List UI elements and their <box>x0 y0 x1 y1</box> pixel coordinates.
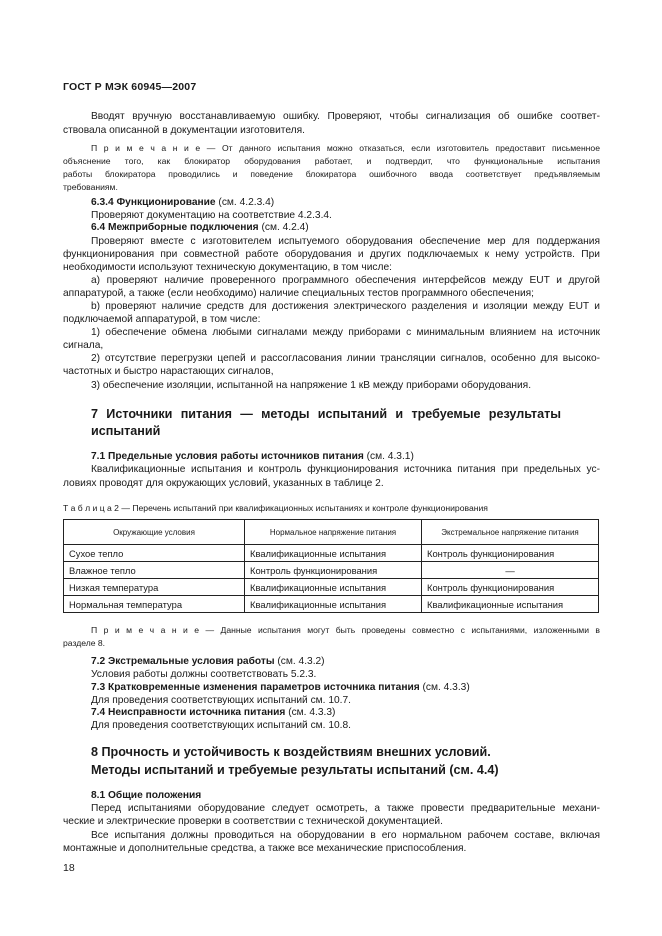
table-2 <box>63 519 599 613</box>
text-line: монтажные и дополнительные средства, а также все механические приспособления. <box>63 843 467 854</box>
clause-heading-7-1: 7.1 Предельные условия работы источников питания (см. 4.3.1) <box>91 451 414 462</box>
clause-heading-8-1: 8.1 Общие положения <box>91 790 202 801</box>
text-line: ствовала описанной в документации изготовителя. <box>63 125 305 136</box>
table-cell: Влажное тепло <box>64 562 245 579</box>
text-line: Вводят вручную восстанавливаемую ошибку. Проверяют, чтобы сигнализация об ошибке соответ- <box>91 111 600 122</box>
table-cell: Квалификационные испытания <box>245 596 422 613</box>
section-heading-8: 8 Прочность и устойчивость к воздействиям внешних условий. <box>91 745 491 759</box>
text-line: ловиях проводят для окружающих условий, указанных в таблице 2. <box>63 478 384 489</box>
text-line: подключаемой аппаратурой, в том числе: <box>63 314 261 325</box>
table-cell: Квалификационные испытания <box>245 579 422 596</box>
section-heading-7-cont: испытаний <box>91 424 161 438</box>
clause-heading-7-3: 7.3 Кратковременные изменения параметров источника питания (см. 4.3.3) <box>91 682 470 693</box>
clause-heading-7-2: 7.2 Экстремальные условия работы (см. 4.3.2) <box>91 656 325 667</box>
table-row <box>64 579 599 596</box>
table-header-cell: Окружающие условия <box>64 520 245 545</box>
table-caption: Т а б л и ц а 2 — Перечень испытаний при квалификационных испытаниях и контроле функционирования <box>63 503 488 513</box>
table-cell: Контроль функционирования <box>245 562 422 579</box>
note-line: требованиям. <box>63 182 118 192</box>
note-line: разделе 8. <box>63 638 106 648</box>
text-line: Условия работы должны соответствовать 5.2.3. <box>91 669 317 680</box>
text-line: b) проверяют наличие средств для достижения электрического разделения и изоляции между EUT и <box>91 301 600 312</box>
table-header-row <box>64 520 599 545</box>
text-line: Для проведения соответствующих испытаний см. 10.8. <box>91 720 351 731</box>
table-cell: Квалификационные испытания <box>422 596 599 613</box>
text-line: функционирования при совместной работе оборудования и других подключаемых к нему устройств. При <box>63 249 600 260</box>
text-line: аппаратурой, а также (если необходимо) наличие специальных тестов программного обеспечения; <box>63 288 535 299</box>
table-cell: — <box>422 562 599 579</box>
clause-heading-6-4: 6.4 Межприборные подключения (см. 4.2.4) <box>91 222 309 233</box>
text-line: частотных и быстро нарастающих сигналов, <box>63 366 274 377</box>
text-line: 3) обеспечение изоляции, испытанной на напряжение 1 кВ между приборами оборудования. <box>91 380 532 391</box>
text-line: Перед испытаниями оборудование следует осмотреть, а также провести предварительные механи- <box>91 803 600 814</box>
table-cell: Контроль функционирования <box>422 579 599 596</box>
text-line: Для проведения соответствующих испытаний см. 10.7. <box>91 695 351 706</box>
note-line: работы блокиратора проводились и поведение блокиратора ошибочного ввода соответствует предъявляемым <box>63 169 600 179</box>
note-line: П р и м е ч а н и е — Данные испытания могут быть проведены совместно с испытаниями, изложенными в <box>91 625 600 635</box>
table-cell: Сухое тепло <box>64 545 245 562</box>
text-line: ческие и электрические проверки в соответствии с технической документацией. <box>63 816 443 827</box>
table-cell: Квалификационные испытания <box>245 545 422 562</box>
text-line: Проверяют вместе с изготовителем испытуемого оборудования обеспечение мер для поддержания <box>91 236 600 247</box>
table-cell: Низкая температура <box>64 579 245 596</box>
table-header-cell: Нормальное напряжение питания <box>245 520 422 545</box>
table-row <box>64 562 599 579</box>
text-line: 1) обеспечение обмена любыми сигналами между приборами с минимальным влиянием на источник <box>91 327 600 338</box>
section-heading-7: 7 Источники питания — методы испытаний и требуемые результаты <box>91 407 561 421</box>
section-heading-8-cont: Методы испытаний и требуемые результаты испытаний (см. 4.4) <box>91 763 499 777</box>
table-cell: Нормальная температура <box>64 596 245 613</box>
document-header: ГОСТ Р МЭК 60945—2007 <box>63 81 197 93</box>
clause-heading-6-3-4: 6.3.4 Функционирование (см. 4.2.3.4) <box>91 197 275 208</box>
table-cell: Контроль функционирования <box>422 545 599 562</box>
text-line: Все испытания должны проводиться на оборудовании в его нормальном рабочем составе, включая <box>91 830 600 841</box>
note-line: П р и м е ч а н и е — От данного испытания можно отказаться, если изготовитель предоставит письменное <box>91 143 600 153</box>
text-line: Проверяют документацию на соответствие 4.2.3.4. <box>91 210 332 221</box>
text-line: сигнала, <box>63 340 104 351</box>
page-number: 18 <box>63 862 75 874</box>
text-line: a) проверяют наличие проверенного программного обеспечения интерфейсов между EUT и другой <box>91 275 600 286</box>
text-line: необходимости используют техническую документацию, в том числе: <box>63 262 392 273</box>
note-line: объяснение того, как блокиратор оборудования работает, и подтвердит, что функциональные испытания <box>63 156 600 166</box>
clause-heading-7-4: 7.4 Неисправности источника питания (см. 4.3.3) <box>91 707 336 718</box>
table-row <box>64 545 599 562</box>
text-line: Квалификационные испытания и контроль функционирования источника питания при предельных ус- <box>91 464 600 475</box>
table-row <box>64 596 599 613</box>
text-line: 2) отсутствие перегрузки цепей и рассогласования линии трансляции сигналов, особенно для высоко- <box>91 353 600 364</box>
table-header-cell: Экстремальное напряжение питания <box>422 520 599 545</box>
